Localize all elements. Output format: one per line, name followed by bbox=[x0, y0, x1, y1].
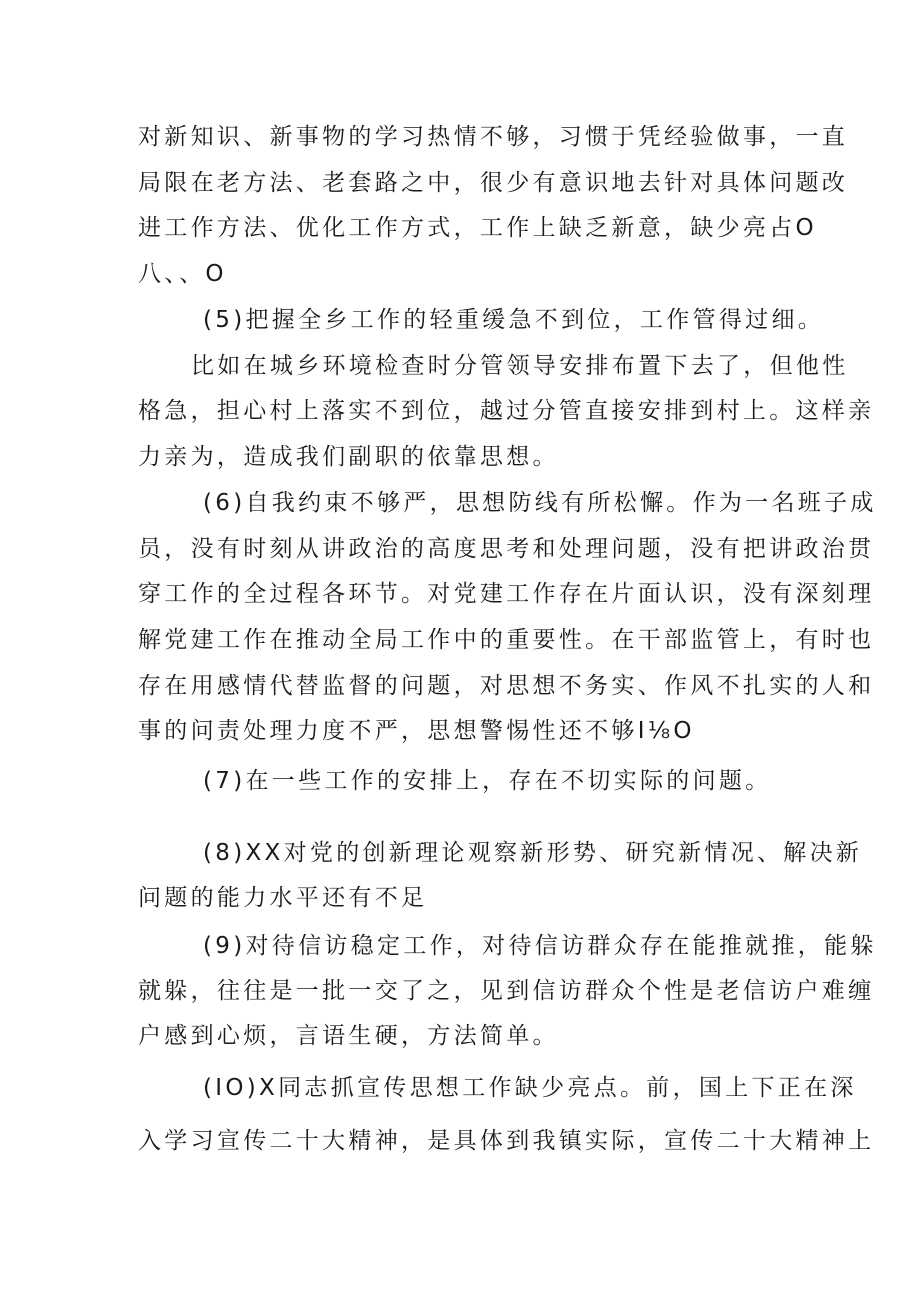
text-line: 比如在城乡环境检查时分管领导安排布置下去了，但他性 bbox=[191, 353, 849, 379]
text-line: 事的问责处理力度不严，思想警惕性还不够I⅛O bbox=[138, 718, 695, 744]
paragraph-heading-6: (6)自我约束不够严，思想防线有所松懈。作为一名班子成 bbox=[203, 490, 877, 516]
text-line: 八、、O bbox=[138, 261, 227, 287]
text-line: 存在用感情代替监督的问题，对思想不务实、作风不扎实的人和 bbox=[138, 673, 875, 699]
paragraph-heading-5: (5)把握全乡工作的轻重缓急不到位，工作管得过细。 bbox=[203, 307, 825, 333]
text-line: 解党建工作在推动全局工作中的重要性。在干部监管上，有时也 bbox=[138, 627, 875, 653]
text-line: 进工作方法、优化工作方式，工作上缺乏新意，缺少亮占O bbox=[138, 215, 817, 241]
paragraph-heading-10: (IO)X同志抓宣传思想工作缺少亮点。前，国上下正在深 bbox=[203, 1075, 857, 1101]
text-line: 力亲为，造成我们副职的依靠思想。 bbox=[138, 444, 559, 470]
text-line: 员，没有时刻从讲政治的高度思考和处理问题，没有把讲政治贯 bbox=[138, 536, 875, 562]
text-line: 问题的能力水平还有不足 bbox=[138, 885, 428, 911]
paragraph-heading-9: (9)对待信访稳定工作，对待信访群众存在能推就推，能躲 bbox=[203, 933, 877, 959]
paragraph-heading-8: (8)XX对党的创新理论观察新形势、研究新情况、解决新 bbox=[203, 840, 863, 866]
text-line: 穿工作的全过程各环节。对党建工作存在片面认识，没有深刻理 bbox=[138, 581, 875, 607]
text-line: 户感到心烦，言语生硬，方法简单。 bbox=[138, 1023, 559, 1049]
text-line: 就躲，往往是一批一交了之，见到信访群众个性是老信访户难缠 bbox=[138, 978, 875, 1004]
text-line: 局限在老方法、老套路之中，很少有意识地去针对具体问题改 bbox=[138, 170, 849, 196]
text-line: 格急，担心村上落实不到位，越过分管直接安排到村上。这样亲 bbox=[138, 398, 875, 424]
text-line: 对新知识、新事物的学习热情不够，习惯于凭经验做事，一直 bbox=[138, 124, 849, 150]
paragraph-heading-7: (7)在一些工作的安排上，存在不切实际的问题。 bbox=[203, 768, 772, 794]
text-line: 入学习宣传二十大精神，是具体到我镇实际，宣传二十大精神上 bbox=[138, 1128, 875, 1154]
